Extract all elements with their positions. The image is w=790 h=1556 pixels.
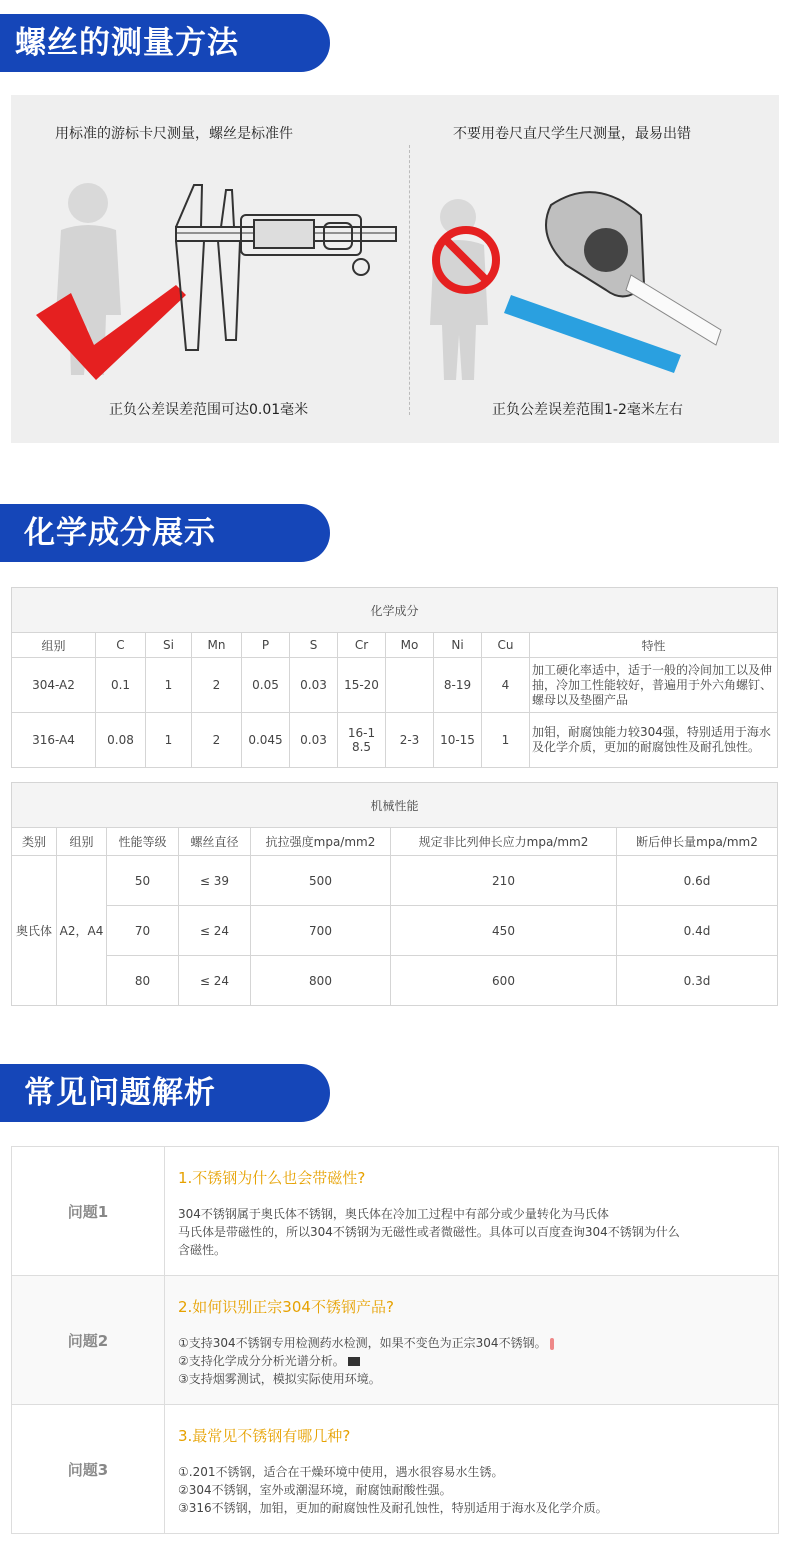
section-title-measure: 螺丝的测量方法 <box>0 14 330 72</box>
mech-header: 类别 <box>12 828 57 856</box>
chem-table <box>11 587 778 768</box>
chem-cell: 0.03 <box>290 658 338 713</box>
faq-answer-line: ③支持烟雾测试，模拟实际使用环境。 <box>178 1372 381 1386</box>
faq-answer-line: ③316不锈钢，加钼，更加的耐腐蚀性及耐孔蚀性，特别适用于海水及化学介质。 <box>178 1501 608 1515</box>
chem-caption: 化学成分 <box>12 588 778 633</box>
chem-cell: 0.1 <box>96 658 146 713</box>
chem-header: 组别 <box>12 633 96 658</box>
measure-left-heading: 用标准的游标卡尺测量，螺丝是标准件 <box>55 126 293 142</box>
mech-header: 规定非比列伸长应力mpa/mm2 <box>391 828 617 856</box>
faq-answer-line: 马氏体是带磁性的，所以304不锈钢为无磁性或者微磁性。具体可以百度查询304不锈钢为什么 <box>178 1225 680 1239</box>
caliper-illustration <box>176 185 396 350</box>
measure-right-heading: 不要用卷尺直尺学生尺测量，最易出错 <box>453 126 691 142</box>
right-illustration <box>416 175 756 390</box>
spectrometer-icon <box>348 1357 360 1366</box>
faq-answer <box>178 1205 680 1259</box>
faq-answer-text: ②支持化学成分分析光谱分析。 <box>178 1354 345 1368</box>
faq-label: 问题2 <box>12 1276 165 1404</box>
chem-cell: 15-20 <box>338 658 386 713</box>
chem-cell: 8-19 <box>434 658 482 713</box>
faq-answer <box>178 1463 608 1517</box>
chem-cell: 1 <box>146 658 192 713</box>
mech-cell: 500 <box>251 856 391 906</box>
mech-header: 螺丝直径 <box>179 828 251 856</box>
chem-header: P <box>242 633 290 658</box>
chem-cell: 10-15 <box>434 713 482 768</box>
chem-cell: 304-A2 <box>12 658 96 713</box>
mech-cell: 0.6d <box>617 856 778 906</box>
chem-cell: 2 <box>192 658 242 713</box>
chem-cell: 2-3 <box>386 713 434 768</box>
left-illustration <box>26 175 406 390</box>
faq-answer-text: ①支持304不锈钢专用检测药水检测，如果不变色为正宗304不锈钢。 <box>178 1336 547 1350</box>
table-row <box>12 906 778 956</box>
table-row <box>12 956 778 1006</box>
faq-question: 3.最常见不锈钢有哪几种? <box>178 1427 351 1445</box>
mech-cell: 700 <box>251 906 391 956</box>
section-title-chem: 化学成分展示 <box>0 504 330 562</box>
chem-header: Si <box>146 633 192 658</box>
chem-header: 特性 <box>530 633 778 658</box>
faq-item <box>11 1404 779 1534</box>
mech-header: 性能等级 <box>107 828 179 856</box>
chem-cell: 1 <box>146 713 192 768</box>
mech-header: 组别 <box>57 828 107 856</box>
faq-label: 问题3 <box>12 1405 165 1533</box>
chem-cell: 4 <box>482 658 530 713</box>
mech-header: 断后伸长量mpa/mm2 <box>617 828 778 856</box>
chem-header: C <box>96 633 146 658</box>
faq-answer-line: 含磁性。 <box>178 1243 227 1257</box>
chem-cell: 2 <box>192 713 242 768</box>
chem-header: Cu <box>482 633 530 658</box>
mech-cell: ≤ 39 <box>179 856 251 906</box>
chem-cell: 316-A4 <box>12 713 96 768</box>
table-row <box>12 658 778 713</box>
mech-category: 奥氏体 <box>12 856 57 1006</box>
faq-answer-line <box>178 1352 554 1370</box>
faq-answer-line: ①.201不锈钢，适合在干燥环境中使用，遇水很容易水生锈。 <box>178 1465 504 1479</box>
faq-question: 2.如何识别正宗304不锈钢产品? <box>178 1298 394 1316</box>
mech-cell: ≤ 24 <box>179 906 251 956</box>
faq-question: 1.不锈钢为什么也会带磁性? <box>178 1169 366 1187</box>
mech-cell: 0.4d <box>617 906 778 956</box>
chem-cell: 1 <box>482 713 530 768</box>
mech-cell: 50 <box>107 856 179 906</box>
mech-cell: 210 <box>391 856 617 906</box>
measure-right-caption: 正负公差误差范围1-2毫米左右 <box>492 402 683 418</box>
chem-cell: 0.05 <box>242 658 290 713</box>
measure-divider <box>409 145 410 415</box>
faq-item <box>11 1146 779 1276</box>
test-tube-icon <box>550 1338 554 1350</box>
faq-answer-line <box>178 1334 554 1352</box>
mech-cell: 600 <box>391 956 617 1006</box>
chem-cell: 16-18.5 <box>338 713 386 768</box>
faq-answer-line: ②304不锈钢，室外或潮湿环境，耐腐蚀耐酸性强。 <box>178 1483 452 1497</box>
chem-cell: 0.03 <box>290 713 338 768</box>
section-title-faq: 常见问题解析 <box>0 1064 330 1122</box>
mech-cell: ≤ 24 <box>179 956 251 1006</box>
measure-left-caption: 正负公差误差范围可达0.01毫米 <box>109 402 309 418</box>
chem-cell: 0.08 <box>96 713 146 768</box>
chem-feature-cell: 加工硬化率适中，适于一般的冷间加工以及伸抽，冷加工性能较好，普遍用于外六角螺钉、螺母以及垫圈产品 <box>530 658 778 713</box>
table-row <box>12 713 778 768</box>
table-row <box>12 856 778 906</box>
mech-cell: 80 <box>107 956 179 1006</box>
mech-group: A2，A4 <box>57 856 107 1006</box>
mech-header: 抗拉强度mpa/mm2 <box>251 828 391 856</box>
mech-caption: 机械性能 <box>12 783 778 828</box>
faq-panel <box>11 1146 779 1536</box>
chem-header: Mn <box>192 633 242 658</box>
chem-cell <box>386 658 434 713</box>
mech-cell: 450 <box>391 906 617 956</box>
chem-header: Ni <box>434 633 482 658</box>
chem-header: Cr <box>338 633 386 658</box>
chem-cell: 0.045 <box>242 713 290 768</box>
chem-header: S <box>290 633 338 658</box>
faq-answer <box>178 1334 554 1388</box>
mech-cell: 70 <box>107 906 179 956</box>
chem-header: Mo <box>386 633 434 658</box>
mech-table <box>11 782 778 1006</box>
mech-cell: 800 <box>251 956 391 1006</box>
faq-label: 问题1 <box>12 1147 165 1275</box>
chem-feature-cell: 加钼，耐腐蚀能力较304强，特别适用于海水及化学介质，更加的耐腐蚀性及耐孔蚀性。 <box>530 713 778 768</box>
mech-cell: 0.3d <box>617 956 778 1006</box>
faq-item <box>11 1275 779 1405</box>
measure-panel <box>11 95 779 443</box>
faq-answer-line: 304不锈钢属于奥氏体不锈钢，奥氏体在冷加工过程中有部分或少量转化为马氏体 <box>178 1207 609 1221</box>
